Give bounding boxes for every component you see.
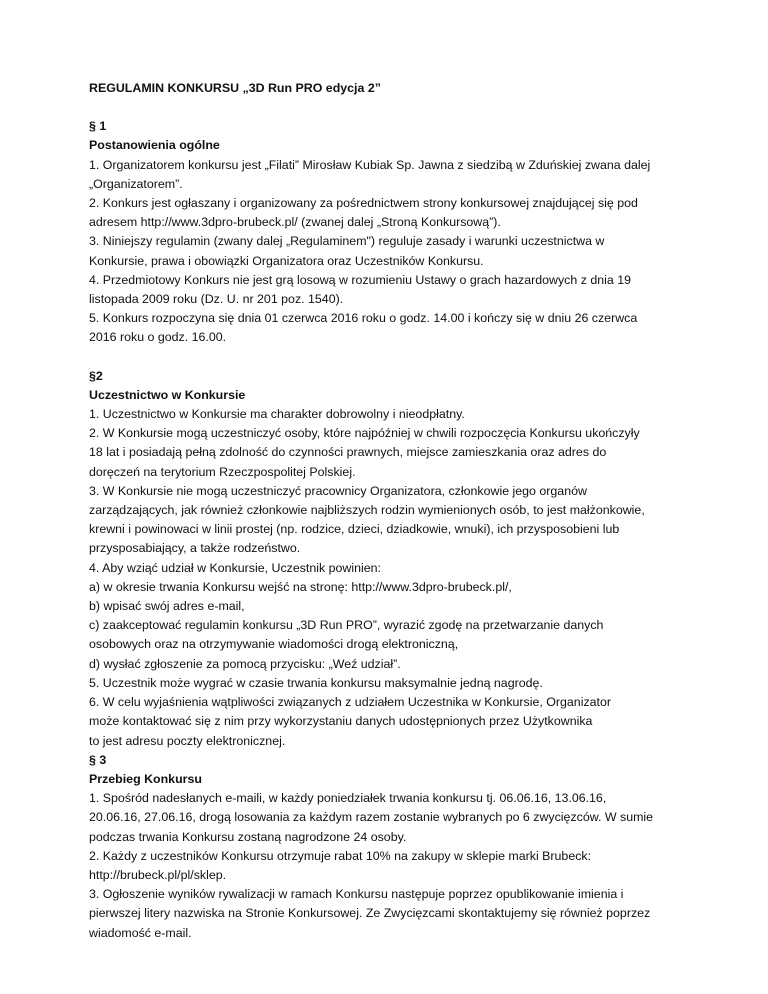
paragraph-line: 5. Uczestnik może wygrać w czasie trwania konkursu maksymalnie jedną nagrodę. [89,675,543,690]
paragraph-line: podczas trwania Konkursu zostaną nagrodzone 24 osoby. [89,829,407,844]
paragraph-line: wiadomość e-mail. [89,925,192,940]
section-heading: Przebieg Konkursu [89,771,202,786]
paragraph-line: c) zaakceptować regulamin konkursu „3D Run PRO”, wyrazić zgodę na przetwarzanie danych [89,618,604,633]
paragraph-line: listopada 2009 roku (Dz. U. nr 201 poz. 1540). [89,292,344,307]
paragraph-line: 1. Spośród nadesłanych e-maili, w każdy poniedziałek trwania konkursu tj. 06.06.16, 13.06.16, [89,791,607,806]
paragraph-line: pierwszej litery nazwiska na Stronie Konkursowej. Ze Zwycięzcami skontaktujemy się również poprzez [89,906,651,921]
paragraph-line: 5. Konkurs rozpoczyna się dnia 01 czerwca 2016 roku o godz. 14.00 i kończy się w dniu 26 czerwca [89,311,638,326]
section-number: § 3 [89,752,107,767]
paragraph-line: 3. Ogłoszenie wyników rywalizacji w ramach Konkursu następuje poprzez opublikowanie imienia i [89,887,624,902]
paragraph-line: 4. Przedmiotowy Konkurs nie jest grą losową w rozumieniu Ustawy o grach hazardowych z dnia 19 [89,272,631,287]
paragraph-line: 1. Uczestnictwo w Konkursie ma charakter dobrowolny i nieodpłatny. [89,407,465,422]
paragraph-line: d) wysłać zgłoszenie za pomocą przycisku: „Weź udział”. [89,656,401,671]
section-spacer [89,348,709,367]
paragraph-line: 1. Organizatorem konkursu jest „Filati” Mirosław Kubiak Sp. Jawna z siedzibą w Zduńskiej zwana dalej [89,157,651,172]
paragraph-line: 2. Każdy z uczestników Konkursu otrzymuje rabat 10% na zakupy w sklepie marki Brubeck: [89,848,592,863]
paragraph-line: krewni i powinowaci w linii prostej (np. rodzice, dzieci, dziadkowie, wnuki), ich przysposobieni lub [89,522,620,537]
paragraph-line: „Organizatorem”. [89,176,183,191]
section-heading: Postanowienia ogólne [89,138,220,153]
paragraph-line: 18 lat i posiadają pełną zdolność do czynności prawnych, miejsce zamieszkania oraz adres do [89,445,607,460]
paragraph-line: 3. W Konkursie nie mogą uczestniczyć pracownicy Organizatora, członkowie jego organów [89,483,587,498]
document-page [89,79,709,943]
paragraph-line: 20.06.16, 27.06.16, drogą losowania za każdym razem zostanie wybranych po 6 zwycięzców. W sumie [89,810,654,825]
paragraph-line: doręczeń na terytorium Rzeczpospolitej Polskiej. [89,464,356,479]
section-2 [89,367,709,751]
section-heading: Uczestnictwo w Konkursie [89,387,246,402]
paragraph-line: 4. Aby wziąć udział w Konkursie, Uczestnik powinien: [89,560,382,575]
paragraph-line: 6. W celu wyjaśnienia wątpliwości związanych z udziałem Uczestnika w Konkursie, Organizator [89,695,611,710]
paragraph-line: b) wpisać swój adres e-mail, [89,599,245,614]
section-number: § 1 [89,119,107,134]
paragraph-line: przysposabiający, a także rodzeństwo. [89,541,301,556]
paragraph-line: http://brubeck.pl/pl/sklep. [89,867,227,882]
paragraph-line: 2016 roku o godz. 16.00. [89,330,227,345]
paragraph-line: adresem http://www.3dpro-brubeck.pl/ (zwanej dalej „Stroną Konkursową”). [89,215,501,230]
section-1 [89,117,709,347]
section-3 [89,751,709,943]
section-number: §2 [89,368,103,383]
paragraph-line: osobowych oraz na otrzymywanie wiadomości drogą elektroniczną, [89,637,459,652]
paragraph-line: 2. Konkurs jest ogłaszany i organizowany za pośrednictwem strony konkursowej znajdującej się pod [89,196,638,211]
document-title: REGULAMIN KONKURSU „3D Run PRO edycja 2” [89,81,381,95]
paragraph-line: może kontaktować się z nim przy wykorzystaniu danych udostępnionych przez Użytkownika [89,714,593,729]
paragraph-line: Konkursie, prawa i obowiązki Organizatora oraz Uczestników Konkursu. [89,253,484,268]
paragraph-line: 3. Niniejszy regulamin (zwany dalej „Regulaminem") reguluje zasady i warunki uczestnictwa w [89,234,605,249]
paragraph-line: 2. W Konkursie mogą uczestniczyć osoby, które najpóźniej w chwili rozpoczęcia Konkursu ukończyły [89,426,640,441]
paragraph-line: zarządzających, jak również członkowie najbliższych rodzin wymienionych osób, to jest małżonkowie, [89,503,645,518]
paragraph-line: a) w okresie trwania Konkursu wejść na stronę: http://www.3dpro-brubeck.pl/, [89,579,512,594]
paragraph-line: to jest adresu poczty elektronicznej. [89,733,286,748]
